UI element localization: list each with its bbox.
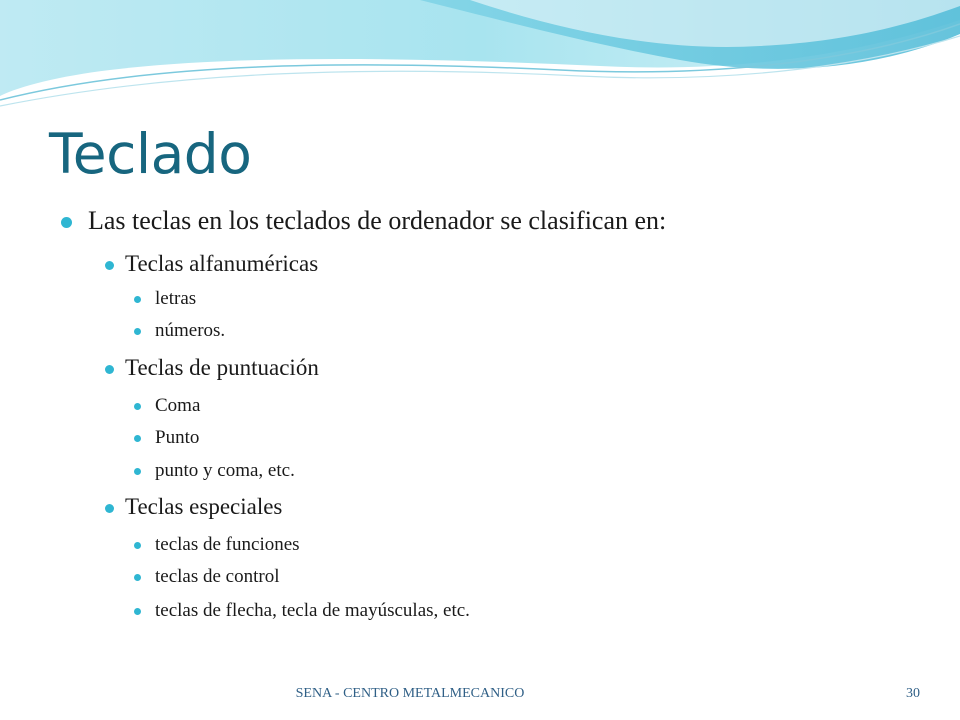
bullet-text: teclas de funciones	[155, 534, 300, 555]
bullet-text: Teclas especiales	[125, 494, 283, 519]
bullet-level3	[155, 460, 295, 482]
bullet-level2	[125, 494, 282, 520]
bullet-dot-icon	[134, 574, 141, 581]
bullet-text: Teclas de puntuación	[125, 355, 319, 380]
bullet-level3	[155, 320, 225, 342]
bullet-text: Teclas alfanuméricas	[125, 251, 319, 276]
slide-page-number: 30	[906, 686, 920, 701]
bullet-text: teclas de control	[155, 566, 280, 587]
bullet-level3	[155, 427, 199, 449]
bullet-text: teclas de flecha, tecla de mayúsculas, etc.	[155, 600, 470, 621]
bullet-text: números.	[155, 320, 226, 341]
bullet-level2	[125, 251, 318, 277]
slide-title: Teclado	[49, 122, 252, 186]
bullet-level2	[125, 355, 319, 381]
bullet-dot-icon	[134, 296, 141, 303]
bullet-dot-icon	[134, 403, 141, 410]
bullet-level3	[155, 534, 300, 556]
bullet-dot-icon	[105, 261, 114, 270]
bullet-text: letras	[155, 288, 197, 309]
bullet-level1	[88, 206, 666, 236]
bullet-dot-icon	[134, 435, 141, 442]
bullet-text: punto y coma, etc.	[155, 460, 295, 481]
bullet-text: Coma	[155, 395, 201, 416]
bullet-level3	[155, 566, 280, 588]
bullet-dot-icon	[134, 608, 141, 615]
bullet-level3	[155, 600, 470, 622]
header-wave-decoration	[0, 0, 960, 120]
bullet-dot-icon	[134, 328, 141, 335]
bullet-dot-icon	[105, 365, 114, 374]
bullet-dot-icon	[134, 542, 141, 549]
bullet-dot-icon	[105, 504, 114, 513]
bullet-text: Las teclas en los teclados de ordenador se clasifican en:	[88, 206, 667, 235]
bullet-level3	[155, 395, 200, 417]
bullet-dot-icon	[61, 217, 72, 228]
slide-footer: SENA - CENTRO METALMECANICO	[295, 686, 525, 701]
bullet-dot-icon	[134, 468, 141, 475]
bullet-text: Punto	[155, 427, 200, 448]
bullet-level3	[155, 288, 196, 310]
